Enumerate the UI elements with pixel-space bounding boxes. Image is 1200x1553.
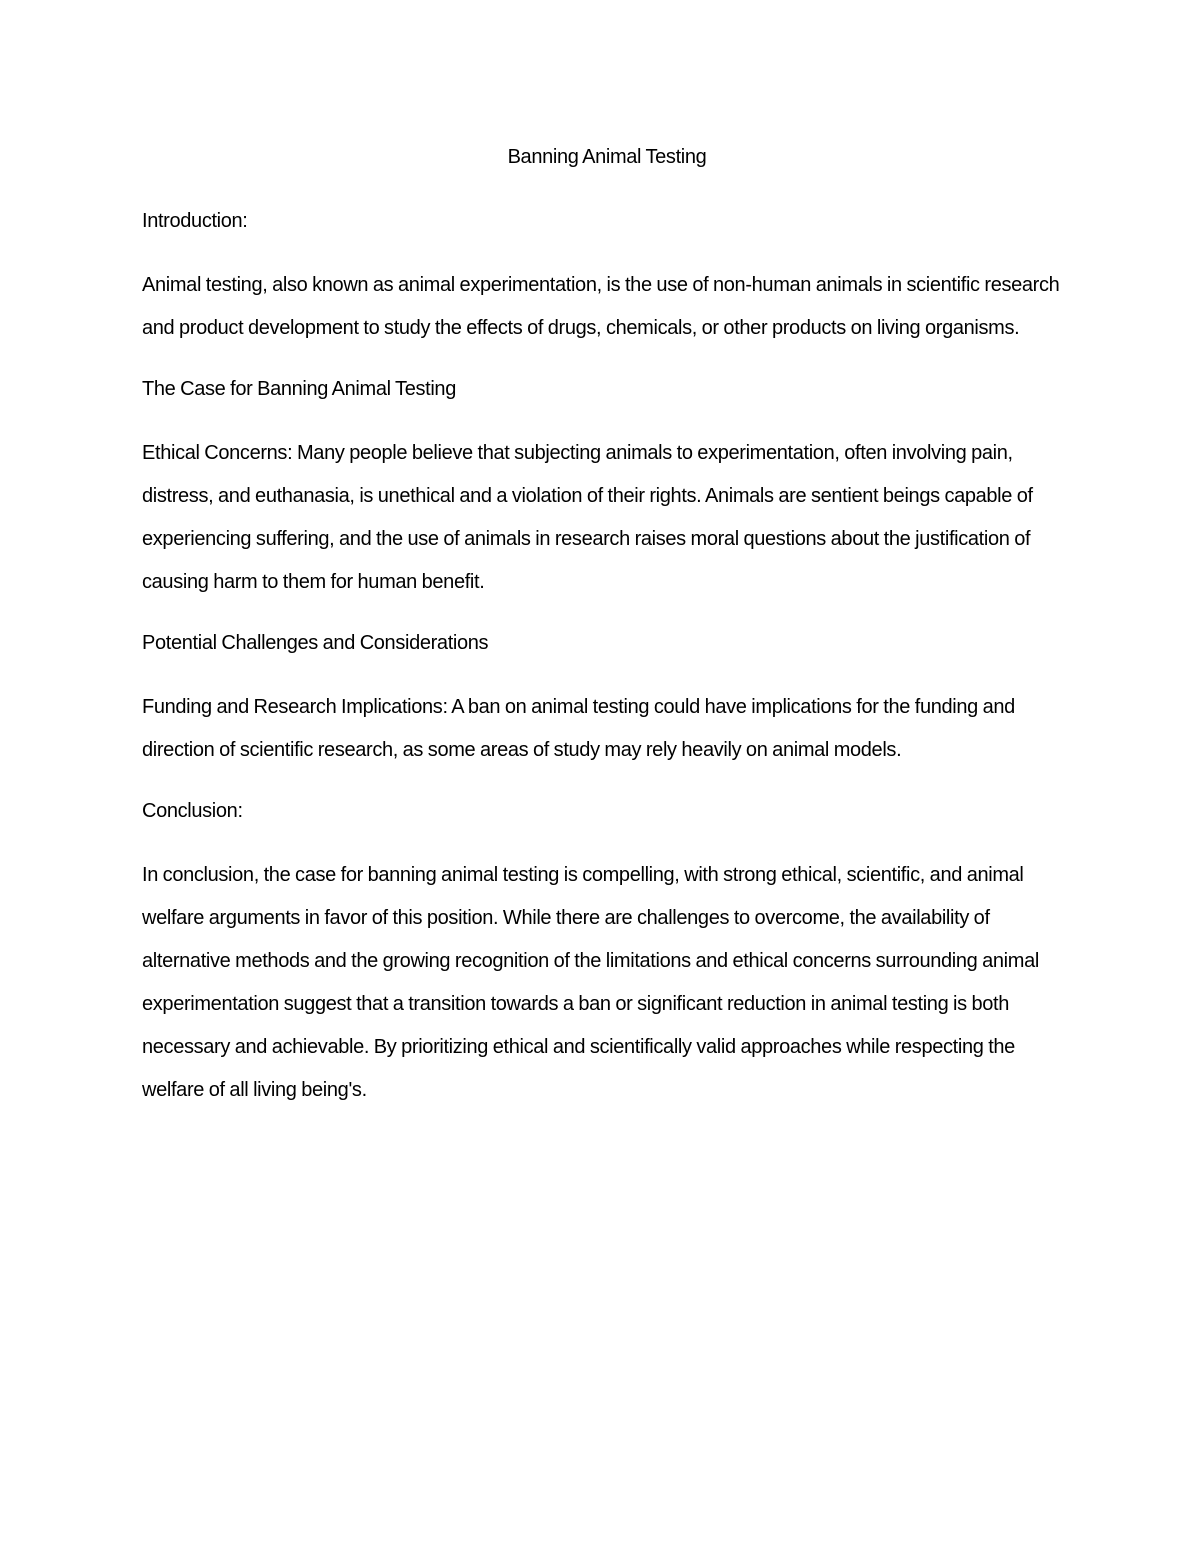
introduction-heading: Introduction: — [142, 210, 248, 232]
case-paragraph: Ethical Concerns: Many people believe that subjecting animals to experimentation, often involving pain, distress, and euthanasia, is unethical and a violation of their rights. Animals are sentient beings capable of experiencing suffering, and the use of animals in research raises moral questions about the justification of causing harm to them for human benefit. — [142, 442, 1033, 593]
challenges-paragraph: Funding and Research Implications: A ban on animal testing could have implications for the funding and direction of scientific research, as some areas of study may rely heavily on animal models. — [142, 696, 1015, 761]
conclusion-paragraph: In conclusion, the case for banning animal testing is compelling, with strong ethical, scientific, and animal welfare arguments in favor of this position. While there are challenges to overcome, the availability of alternative methods and the growing recognition of the limitations and ethical concerns surrounding animal experimentation suggest that a transition towards a ban or significant reduction in animal testing is both necessary and achievable. By prioritizing ethical and scientifically valid approaches while respecting the welfare of all living being's. — [142, 864, 1039, 1101]
introduction-paragraph: Animal testing, also known as animal experimentation, is the use of non-human animals in scientific research and product development to study the effects of drugs, chemicals, or other products on living organisms. — [142, 274, 1060, 339]
challenges-heading: Potential Challenges and Considerations — [142, 632, 489, 654]
document-title: Banning Animal Testing — [507, 146, 707, 168]
conclusion-heading: Conclusion: — [142, 800, 243, 822]
document-body — [142, 138, 1072, 1132]
case-heading: The Case for Banning Animal Testing — [142, 378, 456, 400]
